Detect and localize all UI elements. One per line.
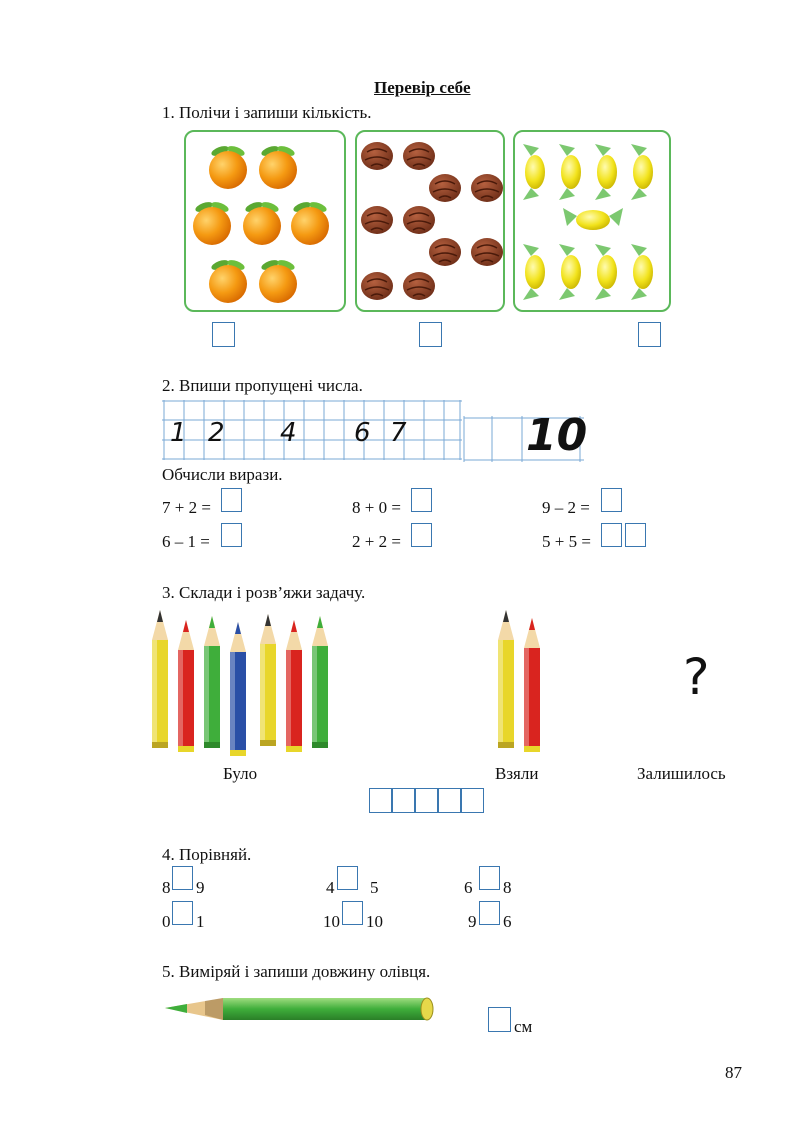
compare-left: 4 [326, 878, 335, 897]
candies-panel [513, 130, 671, 312]
expression-6-minus-1: 6 – 1 = [162, 532, 210, 551]
unit-label: см [514, 1017, 533, 1036]
walnut-icon [429, 174, 461, 202]
compare-right: 1 [196, 912, 205, 931]
compare-left: 8 [162, 878, 171, 897]
orange-icon [193, 200, 231, 245]
candies-group [515, 132, 671, 312]
compare-left: 0 [162, 912, 171, 931]
left-label: Залишилось [637, 764, 726, 783]
grid-lines [162, 400, 462, 460]
equation-box[interactable] [461, 788, 484, 813]
answer-box[interactable] [411, 488, 432, 512]
candy-icon [631, 244, 653, 300]
seq-number-7: 7 [390, 418, 407, 448]
orange-icon [209, 258, 247, 303]
oranges-panel [184, 130, 346, 312]
walnut-icon [429, 238, 461, 266]
compare-left: 9 [468, 912, 477, 931]
walnuts-answer-box[interactable] [419, 322, 442, 347]
compare-box[interactable] [342, 901, 363, 925]
pencil-icon [498, 610, 514, 748]
oranges-answer-box[interactable] [212, 322, 235, 347]
oranges-group [186, 132, 346, 312]
candy-icon [595, 144, 617, 200]
compare-right: 9 [196, 878, 205, 897]
task4-instruction: 4. Порівняй. [162, 845, 252, 864]
was-pencils [148, 606, 348, 754]
pencil-icon [152, 610, 168, 748]
compare-box[interactable] [479, 901, 500, 925]
task2-instruction: 2. Впиши пропущені числа. [162, 376, 363, 395]
task3-instruction: 3. Склади і розв’яжи задачу. [162, 583, 366, 602]
walnuts-panel [355, 130, 505, 312]
answer-box[interactable] [221, 488, 242, 512]
compare-box[interactable] [172, 866, 193, 890]
pencil-icon [286, 620, 302, 752]
pencil-icon [204, 616, 220, 748]
compare-right: 8 [503, 878, 512, 897]
expression-5-plus-5: 5 + 5 = [542, 532, 591, 551]
expression-2-plus-2: 2 + 2 = [352, 532, 401, 551]
compute-label: Обчисли вирази. [162, 465, 283, 484]
walnut-icon [471, 238, 503, 266]
seq-number-10: 10 [526, 410, 588, 461]
walnut-icon [403, 142, 435, 170]
candy-icon [631, 144, 653, 200]
candy-icon [559, 244, 581, 300]
pencil-icon [178, 620, 194, 752]
pencil-icon [260, 614, 276, 746]
seq-number-6: 6 [354, 418, 371, 448]
taken-pencils [492, 606, 552, 754]
equation-box[interactable] [415, 788, 438, 813]
seq-number-4: 4 [280, 418, 297, 448]
compare-box[interactable] [337, 866, 358, 890]
answer-box-tens[interactable] [601, 523, 622, 547]
orange-icon [259, 258, 297, 303]
walnut-icon [361, 142, 393, 170]
number-grid-end [464, 410, 588, 462]
page-number: 87 [725, 1063, 742, 1082]
pencil-icon [524, 618, 540, 752]
compare-box[interactable] [172, 901, 193, 925]
page-title: Перевір себе [374, 78, 471, 97]
expression-9-minus-2: 9 – 2 = [542, 498, 590, 517]
equation-box[interactable] [438, 788, 461, 813]
taken-label: Взяли [495, 764, 539, 783]
compare-box[interactable] [479, 866, 500, 890]
walnut-icon [403, 206, 435, 234]
compare-left: 6 [464, 878, 473, 897]
answer-box[interactable] [601, 488, 622, 512]
candy-icon [563, 208, 623, 230]
seq-number-2: 2 [208, 418, 225, 448]
compare-left: 10 [323, 912, 340, 931]
orange-icon [209, 144, 247, 189]
question-mark: ? [683, 648, 710, 706]
orange-icon [291, 200, 329, 245]
equation-box[interactable] [369, 788, 392, 813]
answer-box[interactable] [221, 523, 242, 547]
walnuts-group [357, 132, 505, 312]
task5-instruction: 5. Виміряй і запиши довжину олівця. [162, 962, 431, 981]
equation-box[interactable] [392, 788, 415, 813]
green-pencil-icon [165, 996, 437, 1024]
walnut-icon [361, 272, 393, 300]
seq-number-1: 1 [170, 418, 187, 448]
walnut-icon [471, 174, 503, 202]
length-answer-box[interactable] [488, 1007, 511, 1032]
compare-right: 6 [503, 912, 512, 931]
pencil-icon [312, 616, 328, 748]
orange-icon [259, 144, 297, 189]
compare-right: 10 [366, 912, 383, 931]
candy-icon [523, 144, 545, 200]
orange-icon [243, 200, 281, 245]
pencil-icon [230, 622, 246, 756]
answer-box[interactable] [411, 523, 432, 547]
candy-icon [559, 144, 581, 200]
expression-7-plus-2: 7 + 2 = [162, 498, 211, 517]
number-grid-main [162, 400, 462, 460]
candies-answer-box[interactable] [638, 322, 661, 347]
answer-box-units[interactable] [625, 523, 646, 547]
task1-instruction: 1. Полічи і запиши кількість. [162, 103, 372, 122]
expression-8-plus-0: 8 + 0 = [352, 498, 401, 517]
walnut-icon [361, 206, 393, 234]
compare-right: 5 [370, 878, 379, 897]
candy-icon [595, 244, 617, 300]
candy-icon [523, 244, 545, 300]
walnut-icon [403, 272, 435, 300]
was-label: Було [223, 764, 258, 783]
